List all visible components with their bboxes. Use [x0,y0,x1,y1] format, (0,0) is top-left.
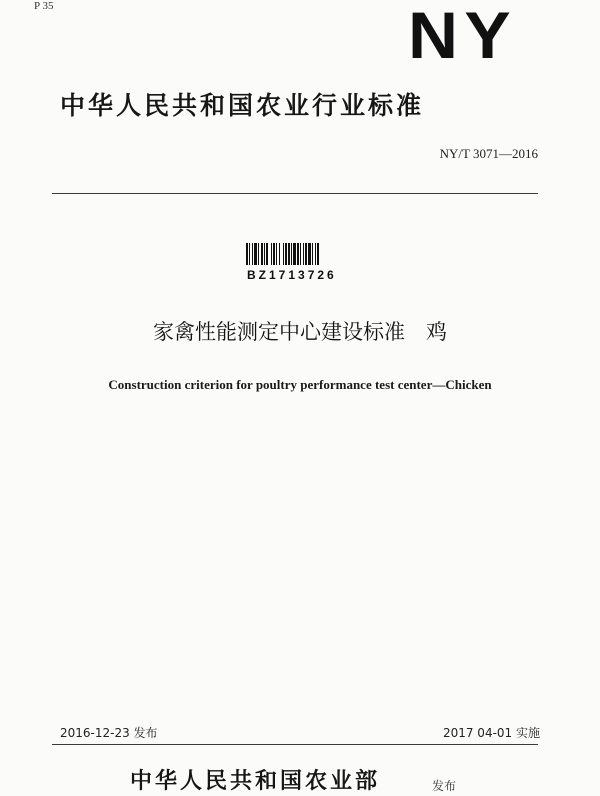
publisher-suffix: 发布 [432,779,457,793]
document-title-cn: 家禽性能测定中心建设标准 鸡 [153,320,447,344]
header-rule [52,193,538,194]
standard-code: NY/T 3071—2016 [439,146,538,161]
ny-logo: NY [408,0,517,72]
implement-date: 2017 04-01 实施 [442,726,540,740]
barcode-icon [246,243,350,265]
ics-code: P 35 [34,0,54,12]
issue-date: 2016-12-23 发布 [60,726,158,740]
barcode-number: BZ1713726 [247,268,337,282]
publisher: 中华人民共和国农业部 [130,768,381,794]
document-title-en: Construction criterion for poultry performance test center—Chicken [108,377,492,392]
standard-type-heading: 中华人民共和国农业行业标准 [60,91,425,120]
footer-rule [52,744,538,745]
